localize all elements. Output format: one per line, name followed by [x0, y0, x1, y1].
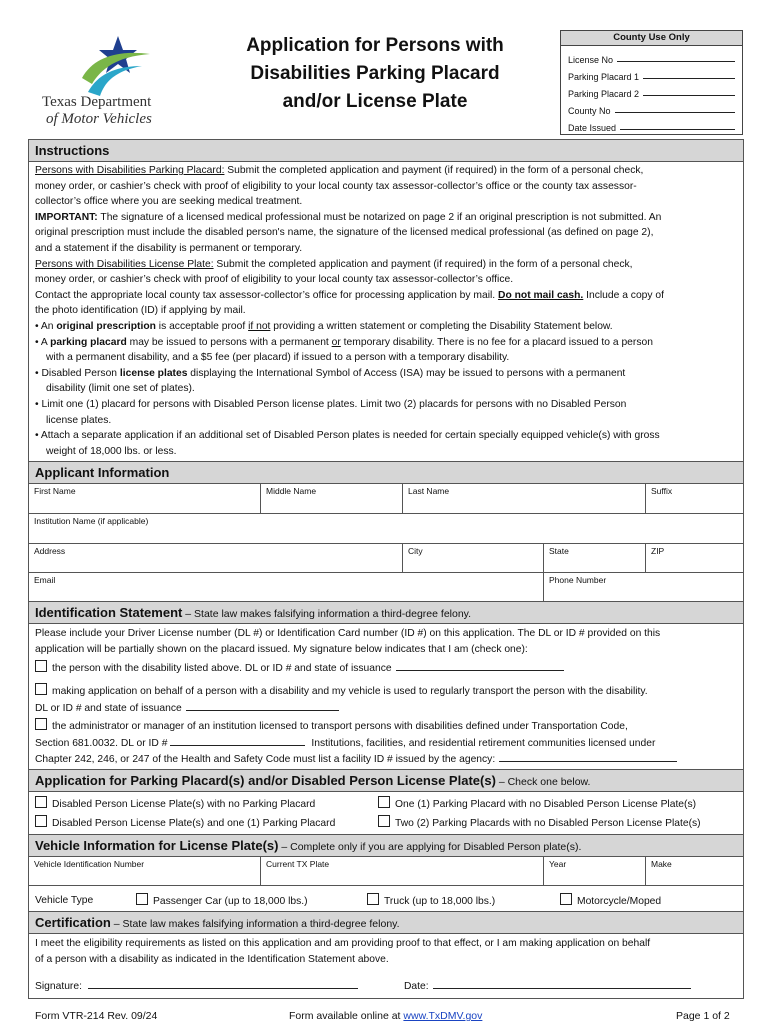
certification-heading [29, 912, 743, 934]
checkbox-self[interactable] [35, 660, 47, 672]
applicant-title: Applicant Information [35, 465, 170, 481]
important-label: IMPORTANT: [35, 211, 98, 223]
txdmv-link[interactable]: www.TxDMV.gov [403, 1010, 483, 1022]
logo-text-line2: of Motor Vehicles [46, 111, 152, 127]
option-label: Chapter 242, 246, or 247 of the Health and Safety Code must list a facility ID # issued by the agency: [35, 754, 496, 766]
date-label: Date: [404, 981, 429, 993]
county-field-label: Parking Placard 2 [568, 89, 640, 99]
date-line[interactable] [433, 978, 691, 989]
text-line: weight of 18,000 lbs. or less. [46, 445, 177, 457]
plate-application-title: Application for Parking Placard(s) and/or Disabled Person License Plate(s) [35, 773, 496, 789]
field-label: First Name [34, 486, 76, 497]
field-label: Suffix [651, 486, 673, 497]
field-label: Vehicle Identification Number [34, 859, 145, 870]
form-id: Form VTR-214 Rev. 09/24 [35, 1010, 158, 1022]
last-name-field[interactable] [403, 484, 646, 513]
county-field-line[interactable] [643, 94, 735, 96]
option-label: DL or ID # and state of issuance [35, 702, 182, 714]
bullet-item [35, 319, 737, 335]
option-label: Institutions, facilities, and residential retirement communities licensed under [311, 737, 656, 749]
field-label: Last Name [408, 486, 450, 497]
text-line: providing a written statement or completing the Disability Statement below. [270, 320, 613, 332]
checkbox-truck[interactable] [367, 893, 379, 905]
certification-title: Certification [35, 915, 111, 931]
text-line: The signature of a licensed medical professional must be notarized on page 2 if an original prescription is not submitted. An [97, 211, 662, 223]
applicant-heading [29, 461, 743, 484]
text-line: money order, or cashier’s check with proof of eligibility to your local county tax assessor-collector’s office or the county tax assessor- [35, 180, 637, 192]
text-line: the photo identification (ID) if applying by mail. [35, 305, 246, 317]
page-number: Page 1 of 2 [676, 1010, 730, 1022]
tx-plate-field[interactable] [261, 857, 544, 885]
identification-title: Identification Statement [35, 605, 183, 621]
instructions-title: Instructions [35, 143, 110, 158]
text-line: may be issued to persons with a permanent [126, 336, 332, 348]
plate-lead: Persons with Disabilities License Plate: [35, 258, 214, 270]
option-label: Truck (up to 18,000 lbs.) [384, 896, 496, 908]
placard-lead: Persons with Disabilities Parking Placard: [35, 165, 225, 176]
field-label: Phone Number [549, 575, 607, 586]
text-line: with a permanent disability, and a $5 fee (per placard) if issued to a person with a temporary disability. [46, 352, 510, 364]
text-line: I meet the eligibility requirements as listed on this application and am providing proof to that effect, or I am making application on behalf [35, 938, 651, 950]
online-note [289, 1010, 482, 1022]
do-not-mail-cash: Do not mail cash. [498, 289, 584, 301]
bullet-item [35, 335, 737, 351]
signature-line[interactable] [88, 978, 358, 989]
certification-body [29, 934, 743, 998]
field-label: Address [34, 546, 66, 557]
checkbox-plates-no-placard[interactable] [35, 796, 47, 808]
checkbox-one-placard[interactable] [378, 796, 390, 808]
vehicle-type-label: Vehicle Type [35, 895, 94, 907]
county-field-label: Parking Placard 1 [568, 72, 640, 82]
county-field-line[interactable] [643, 77, 735, 79]
identification-heading [29, 602, 743, 624]
checkbox-motorcycle[interactable] [560, 893, 572, 905]
emph: if not [248, 320, 271, 332]
identification-body [29, 624, 743, 769]
field-label: Current TX Plate [266, 859, 330, 870]
city-field[interactable] [403, 544, 544, 572]
county-field-row [568, 48, 735, 65]
text-line: Submit the completed application and payment (if required) in the form of a personal check, [213, 258, 633, 270]
heading-note: – Complete only if you are applying for Disabled Person plate(s). [278, 841, 582, 854]
field-label: Email [34, 575, 56, 586]
instructions-heading [29, 140, 743, 162]
option-label: Two (2) Parking Placards with no Disabled Person License Plate(s) [395, 818, 701, 830]
application-form [28, 139, 744, 999]
option-label: Passenger Car (up to 18,000 lbs.) [153, 896, 308, 908]
vin-field[interactable] [29, 857, 261, 885]
county-field-row [568, 65, 735, 82]
text-line: displaying the International Symbol of Access (ISA) may be issued to persons with a permanent [187, 367, 626, 379]
text-line: of a person with a disability as indicated in the Identification Statement above. [35, 953, 389, 965]
county-field-line[interactable] [620, 128, 735, 130]
text-line: Please include your Driver License number (DL #) or Identification Card number (ID #) on this application. The DL or ID # provided on this [35, 628, 661, 640]
county-field-row [568, 99, 735, 116]
plate-application-heading [29, 769, 743, 792]
text-line: temporary disability. There is no fee for a placard issued to a person [340, 336, 653, 348]
email-field[interactable] [29, 573, 544, 601]
text-line: is acceptable proof [155, 320, 249, 332]
option-label: One (1) Parking Placard with no Disabled Person License Plate(s) [395, 799, 697, 811]
zip-field[interactable] [646, 544, 743, 572]
text-line: Include a copy of [583, 289, 665, 301]
make-field[interactable] [646, 857, 743, 885]
county-use-box [560, 30, 743, 135]
emph: or [331, 336, 341, 348]
option-label: the administrator or manager of an institution licensed to transport persons with disabilities defined under Transportation Code, [52, 721, 628, 733]
option-label: Motorcycle/Moped [577, 896, 662, 908]
vehicle-type-row [29, 886, 743, 912]
county-field-row [568, 82, 735, 99]
checkbox-two-placards[interactable] [378, 815, 390, 827]
state-field[interactable] [544, 544, 646, 572]
option-label: making application on behalf of a person with a disability and my vehicle is used to regularly transport the person with the disability. [52, 686, 648, 698]
emph: license plates [119, 367, 188, 379]
vehicle-heading [29, 834, 743, 857]
instructions-body [29, 162, 743, 461]
facility-id-line[interactable] [499, 751, 677, 762]
text-line: • An [35, 320, 57, 332]
phone-field[interactable] [544, 573, 743, 601]
checkbox-plates-one-placard[interactable] [35, 815, 47, 827]
text-line: • A [35, 336, 51, 348]
title-line1: Application for Persons with [246, 35, 504, 56]
option-label: Disabled Person License Plate(s) with no Parking Placard [52, 799, 316, 811]
dl-line[interactable] [186, 700, 339, 711]
county-use-heading: County Use Only [561, 31, 742, 46]
checkbox-on-behalf[interactable] [35, 683, 47, 695]
year-field[interactable] [544, 857, 646, 885]
text-line: Contact the appropriate local county tax assessor-collector’s office for processing application by mail. [35, 289, 499, 301]
text-line: collector’s office where you are seeking medical treatment. [35, 196, 303, 208]
field-label: City [408, 546, 423, 557]
county-field-label: County No [568, 106, 611, 116]
logo-text-line1: Texas Department [42, 94, 152, 110]
title-line2: Disabilities Parking Placard [250, 63, 500, 84]
first-name-field[interactable] [29, 484, 261, 513]
emph: original prescription [56, 320, 156, 332]
signature-label: Signature: [35, 981, 82, 993]
heading-note: – State law makes falsifying information a third-degree felony. [110, 918, 400, 931]
page-title [215, 32, 535, 116]
emph: parking placard [50, 336, 127, 348]
text-line: money order, or cashier’s check with proof of eligibility to your local county tax assessor-collector’s office. [35, 274, 514, 286]
bullet-item [35, 366, 737, 382]
title-line3: and/or License Plate [282, 91, 468, 112]
suffix-field[interactable] [646, 484, 743, 513]
field-label: Institution Name (if applicable) [34, 516, 149, 527]
field-label: ZIP [651, 546, 665, 557]
bullet-item: • Limit one (1) placard for persons with Disabled Person license plates. Limit two (2) placards for persons with no Disabled Person [35, 398, 627, 410]
county-field-label: License No [568, 55, 614, 65]
text-line: application will be partially shown on the placard issued. My signature below indicates that I am (check one): [35, 643, 528, 655]
option-label: Section 681.0032. DL or ID # [35, 737, 168, 749]
heading-note: – Check one below. [495, 776, 591, 789]
dl-line[interactable] [170, 735, 305, 746]
county-field-line[interactable] [617, 60, 735, 62]
field-label: Year [549, 859, 567, 870]
middle-name-field[interactable] [261, 484, 403, 513]
text-line: original prescription must include the disabled person's name, the signature of the licensed medical professional (as defined on page 2), [35, 227, 654, 239]
text-line: license plates. [46, 414, 112, 426]
text-line: and a statement if the disability is permanent or temporary. [35, 242, 303, 254]
star-logo-icon [60, 34, 160, 98]
dl-line[interactable] [396, 660, 564, 671]
field-label: State [549, 546, 569, 557]
text-line: Submit the completed application and payment (if required) in the form of a personal check, [224, 165, 644, 176]
county-field-row [568, 116, 735, 133]
checkbox-institution[interactable] [35, 718, 47, 730]
heading-note: – State law makes falsifying information a third-degree felony. [182, 608, 472, 621]
checkbox-passenger-car[interactable] [136, 893, 148, 905]
option-label: the person with the disability listed above. DL or ID # and state of issuance [52, 663, 392, 675]
vehicle-title: Vehicle Information for License Plate(s) [35, 838, 279, 854]
county-field-label: Date Issued [568, 123, 617, 133]
option-label: Disabled Person License Plate(s) and one (1) Parking Placard [52, 818, 336, 830]
text-line: • Disabled Person [35, 367, 120, 379]
text-line: disability (limit one set of plates). [46, 383, 195, 395]
plate-options [29, 792, 743, 834]
field-label: Make [651, 859, 672, 870]
field-label: Middle Name [266, 486, 317, 497]
county-field-line[interactable] [615, 111, 735, 113]
institution-field[interactable] [29, 514, 743, 543]
txdmv-logo [40, 34, 180, 130]
address-field[interactable] [29, 544, 403, 572]
online-text: Form available online at [289, 1010, 404, 1022]
bullet-item: • Attach a separate application if an additional set of Disabled Person plates is needed for certain specially equipped vehicle(s) with gross [35, 430, 660, 442]
